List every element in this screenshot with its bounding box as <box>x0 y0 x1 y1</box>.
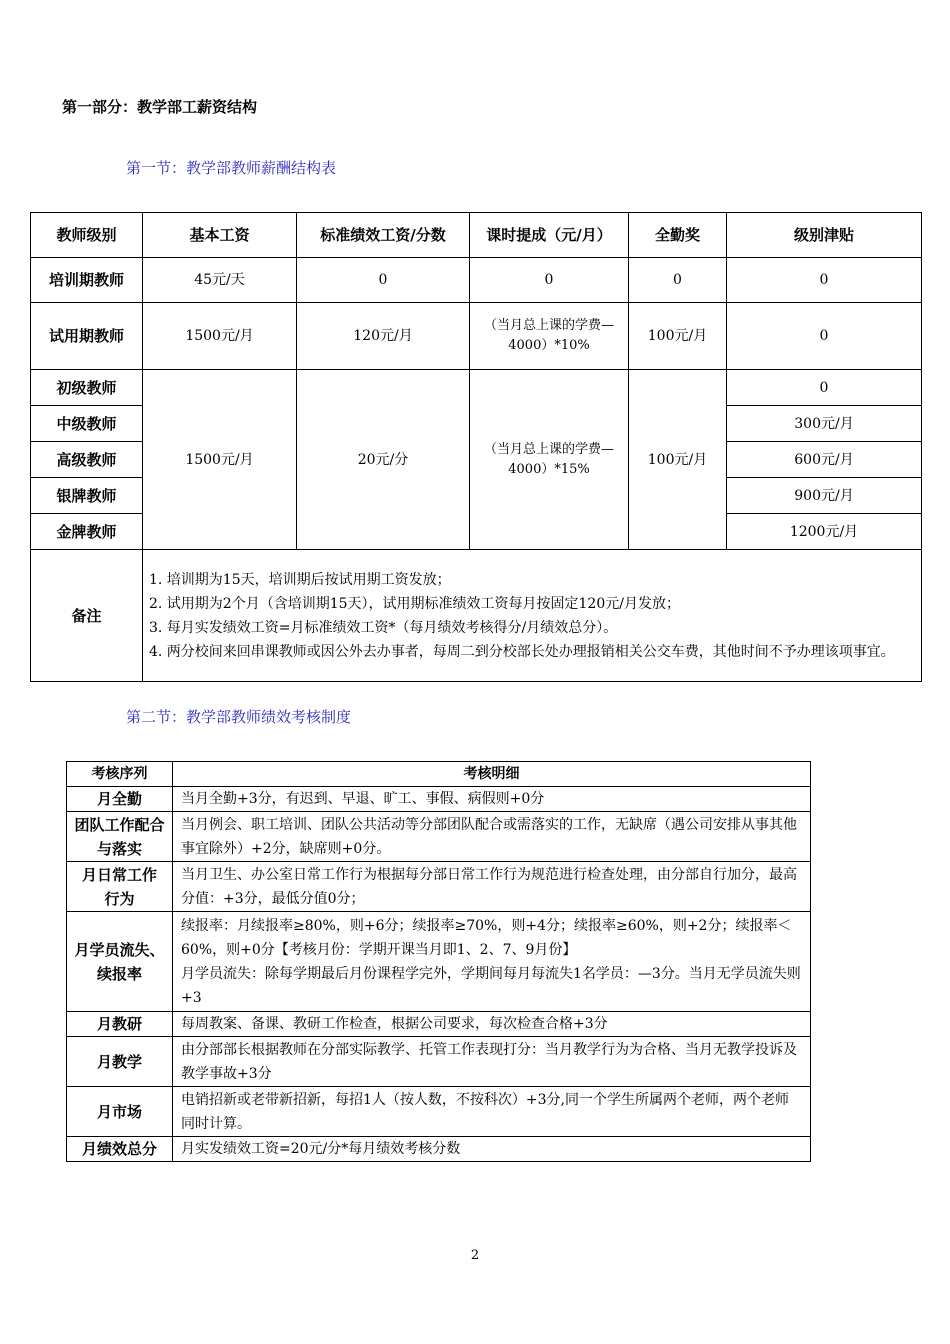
row-junior <box>31 370 922 406</box>
assess-detail: 月实发绩效工资=20元/分*每月绩效考核分数 <box>173 1137 811 1162</box>
training-commission: 0 <box>470 258 629 303</box>
assess-key: 月市场 <box>67 1087 173 1137</box>
silver-level: 银牌教师 <box>31 478 143 514</box>
row-notes <box>31 550 922 682</box>
gold-allowance: 1200元/月 <box>727 514 922 550</box>
assess-row <box>67 862 811 912</box>
assess-detail-cell <box>173 912 811 1012</box>
probation-attendance: 100元/月 <box>629 303 727 370</box>
header-base: 基本工资 <box>143 213 297 258</box>
formal-base: 1500元/月 <box>143 370 297 550</box>
assess-key: 月全勤 <box>67 787 173 812</box>
senior-allowance: 600元/月 <box>727 442 922 478</box>
assess-key: 月绩效总分 <box>67 1137 173 1162</box>
assess-row <box>67 787 811 812</box>
intermediate-level: 中级教师 <box>31 406 143 442</box>
formal-attendance: 100元/月 <box>629 370 727 550</box>
senior-level: 高级教师 <box>31 442 143 478</box>
assess-row <box>67 1012 811 1037</box>
salary-header-row <box>31 213 922 258</box>
junior-level: 初级教师 <box>31 370 143 406</box>
formal-perf: 20元/分 <box>297 370 470 550</box>
assess-key: 月教研 <box>67 1012 173 1037</box>
page-number: 2 <box>470 1248 480 1263</box>
part-title: 第一部分：教学部工薪资结构 <box>62 98 258 116</box>
formal-commission: （当月总上课的学费—4000）*15% <box>470 370 629 550</box>
probation-level: 试用期教师 <box>31 303 143 370</box>
header-level: 教师级别 <box>31 213 143 258</box>
assessment-table <box>66 761 811 1162</box>
header-assess-detail: 考核明细 <box>173 762 811 787</box>
gold-level: 金牌教师 <box>31 514 143 550</box>
assess-header-row <box>67 762 811 787</box>
intermediate-allowance: 300元/月 <box>727 406 922 442</box>
assess-detail: 每周教案、备课、教研工作检查，根据公司要求，每次检查合格+3分 <box>173 1012 811 1037</box>
assess-detail: 当月例会、职工培训、团队公共活动等分部团队配合或需落实的工作，无缺席（遇公司安排从事其他事宜除外）+2分，缺席则+0分。 <box>173 812 811 862</box>
assess-detail: 续报率：月续报率≥80%，则+6分；续报率≥70%，则+4分；续报率≥60%，则+2分；续报率＜60%，则+0分【考核月份：学期开课当月即1、2、7、9月份】 <box>181 917 792 958</box>
assess-key: 团队工作配合与落实 <box>67 812 173 862</box>
probation-commission: （当月总上课的学费—4000）*10% <box>470 303 629 370</box>
assess-row <box>67 912 811 1012</box>
header-commission: 课时提成（元/月） <box>470 213 629 258</box>
training-attendance: 0 <box>629 258 727 303</box>
assess-detail: 月学员流失：除每学期最后月份课程学完外，学期间每月每流失1名学员：—3分。当月无学员流失则+3 <box>181 965 801 1006</box>
assess-detail: 当月全勤+3分，有迟到、早退、旷工、事假、病假则+0分 <box>173 787 811 812</box>
header-allowance: 级别津贴 <box>727 213 922 258</box>
assess-row <box>67 812 811 862</box>
probation-allowance: 0 <box>727 303 922 370</box>
header-perf: 标准绩效工资/分数 <box>297 213 470 258</box>
probation-perf: 120元/月 <box>297 303 470 370</box>
training-level: 培训期教师 <box>31 258 143 303</box>
salary-table <box>30 212 922 682</box>
assess-detail: 当月卫生、办公室日常工作行为根据每分部日常工作行为规范进行检查处理，由分部自行加分，最高分值：+3分，最低分值0分； <box>173 862 811 912</box>
section2-title: 第二节：教学部教师绩效考核制度 <box>126 708 352 726</box>
assess-key: 月日常工作行为 <box>67 862 173 912</box>
assess-row <box>67 1137 811 1162</box>
notes-cell <box>143 550 922 682</box>
training-base: 45元/天 <box>143 258 297 303</box>
assess-key: 月学员流失、续报率 <box>67 912 173 1012</box>
probation-base: 1500元/月 <box>143 303 297 370</box>
training-allowance: 0 <box>727 258 922 303</box>
note-item: 1. 培训期为15天，培训期后按试用期工资发放； <box>149 571 451 588</box>
note-item: 3. 每月实发绩效工资=月标准绩效工资*（每月绩效考核得分/月绩效总分）。 <box>149 619 618 636</box>
notes-label: 备注 <box>31 550 143 682</box>
assess-detail: 由分部部长根据教师在分部实际教学、托管工作表现打分：当月教学行为为合格、当月无教学投诉及教学事故+3分 <box>173 1037 811 1087</box>
training-perf: 0 <box>297 258 470 303</box>
silver-allowance: 900元/月 <box>727 478 922 514</box>
assess-key: 月教学 <box>67 1037 173 1087</box>
note-item: 2. 试用期为2个月（含培训期15天），试用期标准绩效工资每月按固定120元/月发放； <box>149 595 680 612</box>
assess-row <box>67 1087 811 1137</box>
junior-allowance: 0 <box>727 370 922 406</box>
header-attendance: 全勤奖 <box>629 213 727 258</box>
section1-title: 第一节：教学部教师薪酬结构表 <box>126 159 337 177</box>
header-assess-key: 考核序列 <box>67 762 173 787</box>
note-item: 4. 两分校间来回串课教师或因公外去办事者，每周二到分校部长处办理报销相关公交车费，其他时间不予办理该项事宜。 <box>149 643 895 660</box>
assess-detail: 电销招新或老带新招新，每招1人（按人数，不按科次）+3分,同一个学生所属两个老师，两个老师同时计算。 <box>173 1087 811 1137</box>
assess-row <box>67 1037 811 1087</box>
row-training <box>31 258 922 303</box>
row-probation <box>31 303 922 370</box>
